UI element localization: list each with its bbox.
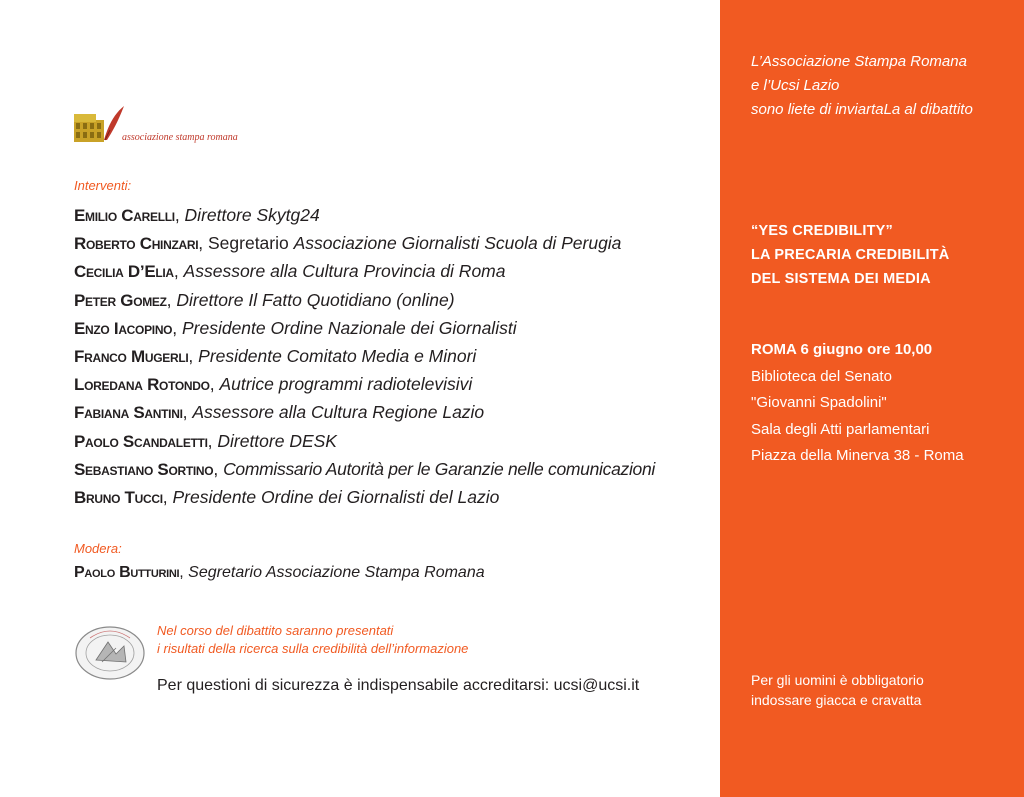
invite-line: L’Associazione Stampa Romana: [751, 53, 967, 70]
logo-text: associazione stampa romana: [122, 132, 238, 143]
speaker-name: Paolo Scandaletti: [74, 431, 208, 451]
separator: ,: [207, 430, 218, 451]
speaker-name: Emilio Carelli: [74, 206, 175, 225]
speaker-row: [74, 286, 714, 314]
association-logo: [74, 106, 238, 146]
speaker-row: [74, 370, 714, 398]
separator: ,: [209, 374, 220, 395]
research-note: [157, 622, 468, 658]
speaker-role-italic: Assessore alla Cultura Provincia di Roma: [183, 261, 506, 282]
separator: ,: [188, 345, 199, 366]
moderator-name: Paolo Butturini: [74, 564, 180, 581]
speaker-name: Peter Gomez: [74, 290, 167, 310]
speaker-role-italic: Presidente Ordine dei Giornalisti del Lazio: [172, 486, 500, 507]
modera-label: Modera:: [74, 541, 122, 556]
separator: ,: [162, 486, 173, 507]
speaker-name: Franco Mugerli: [74, 346, 189, 366]
dress-line: indossare giacca e cravatta: [751, 692, 922, 708]
title-line: DEL SISTEMA DEI MEDIA: [751, 271, 931, 287]
invite-line: sono liete di inviartaLa al dibattito: [751, 101, 973, 118]
title-line: LA PRECARIA CREDIBILITÀ: [751, 247, 950, 263]
speaker-row: [74, 257, 714, 285]
event-title: [751, 219, 949, 291]
event-details: [751, 337, 964, 470]
speaker-row: [74, 314, 714, 342]
dress-code: [751, 670, 924, 710]
speaker-role-italic: Autrice programmi radiotelevisivi: [219, 374, 473, 395]
venue-line: Piazza della Minerva 38 - Roma: [751, 447, 964, 464]
speaker-name: Bruno Tucci: [74, 487, 163, 507]
title-line: “YES CREDIBILITY”: [751, 223, 893, 239]
separator: ,: [182, 402, 193, 423]
venue-line: "Giovanni Spadolini": [751, 394, 887, 411]
speaker-role-italic: Associazione Giornalisti Scuola di Perugia: [293, 233, 622, 254]
speaker-role-italic: Presidente Ordine Nazionale dei Giornalisti: [181, 317, 517, 338]
speakers-list: [74, 201, 714, 511]
speaker-row: [74, 427, 714, 455]
speaker-role-italic: Assessore alla Cultura Regione Lazio: [192, 402, 485, 423]
interventi-label: Interventi:: [74, 178, 132, 193]
invite-line: e l’Ucsi Lazio: [751, 77, 840, 94]
separator: ,: [213, 458, 224, 479]
ucsi-seal-icon: [72, 624, 148, 682]
speaker-row: [74, 483, 714, 511]
speaker-name: Fabiana Santini: [74, 403, 183, 423]
note-line: Nel corso del dibattito saranno presentati: [157, 623, 394, 638]
note-line: i risultati della ricerca sulla credibilità dell’informazione: [157, 641, 469, 656]
speaker-role-italic: Direttore Il Fatto Quotidiano (online): [176, 289, 455, 310]
speaker-role-italic: Direttore DESK: [217, 430, 337, 451]
moderator-role: Segretario Associazione Stampa Romana: [188, 564, 485, 581]
speaker-row: [74, 342, 714, 370]
speaker-name: Roberto Chinzari: [74, 234, 199, 254]
event-date: ROMA 6 giugno ore 10,00: [751, 341, 933, 358]
speaker-name: Enzo Iacopino: [74, 318, 173, 338]
speaker-role: Segretario: [208, 233, 294, 254]
right-panel: [720, 0, 1024, 797]
speaker-row: [74, 455, 714, 483]
separator: ,: [179, 564, 189, 581]
separator: ,: [166, 289, 177, 310]
moderator-row: [74, 564, 485, 582]
speaker-role-italic: Presidente Comitato Media e Minori: [198, 345, 477, 366]
speaker-role-italic: Commissario Autorità per le Garanzie nelle comunicazioni: [223, 458, 655, 479]
separator: ,: [198, 233, 208, 254]
venue-line: Biblioteca del Senato: [751, 367, 892, 385]
speaker-row: [74, 201, 714, 229]
separator: ,: [174, 205, 185, 225]
separator: ,: [172, 317, 182, 338]
invitation-text: [751, 50, 973, 122]
speaker-role-italic: Direttore Skytg24: [184, 205, 320, 225]
speaker-row: [74, 398, 714, 426]
separator: ,: [173, 261, 184, 282]
speaker-name: Cecilia D’Elia: [74, 262, 174, 282]
speaker-row: [74, 229, 714, 257]
speaker-name: Sebastiano Sortino: [74, 459, 214, 479]
speaker-name: Loredana Rotondo: [74, 375, 210, 395]
venue-line: Sala degli Atti parlamentari: [751, 420, 930, 438]
security-notice: Per questioni di sicurezza è indispensabile accreditarsi: ucsi@ucsi.it: [157, 677, 640, 694]
dress-line: Per gli uomini è obbligatorio: [751, 672, 924, 688]
